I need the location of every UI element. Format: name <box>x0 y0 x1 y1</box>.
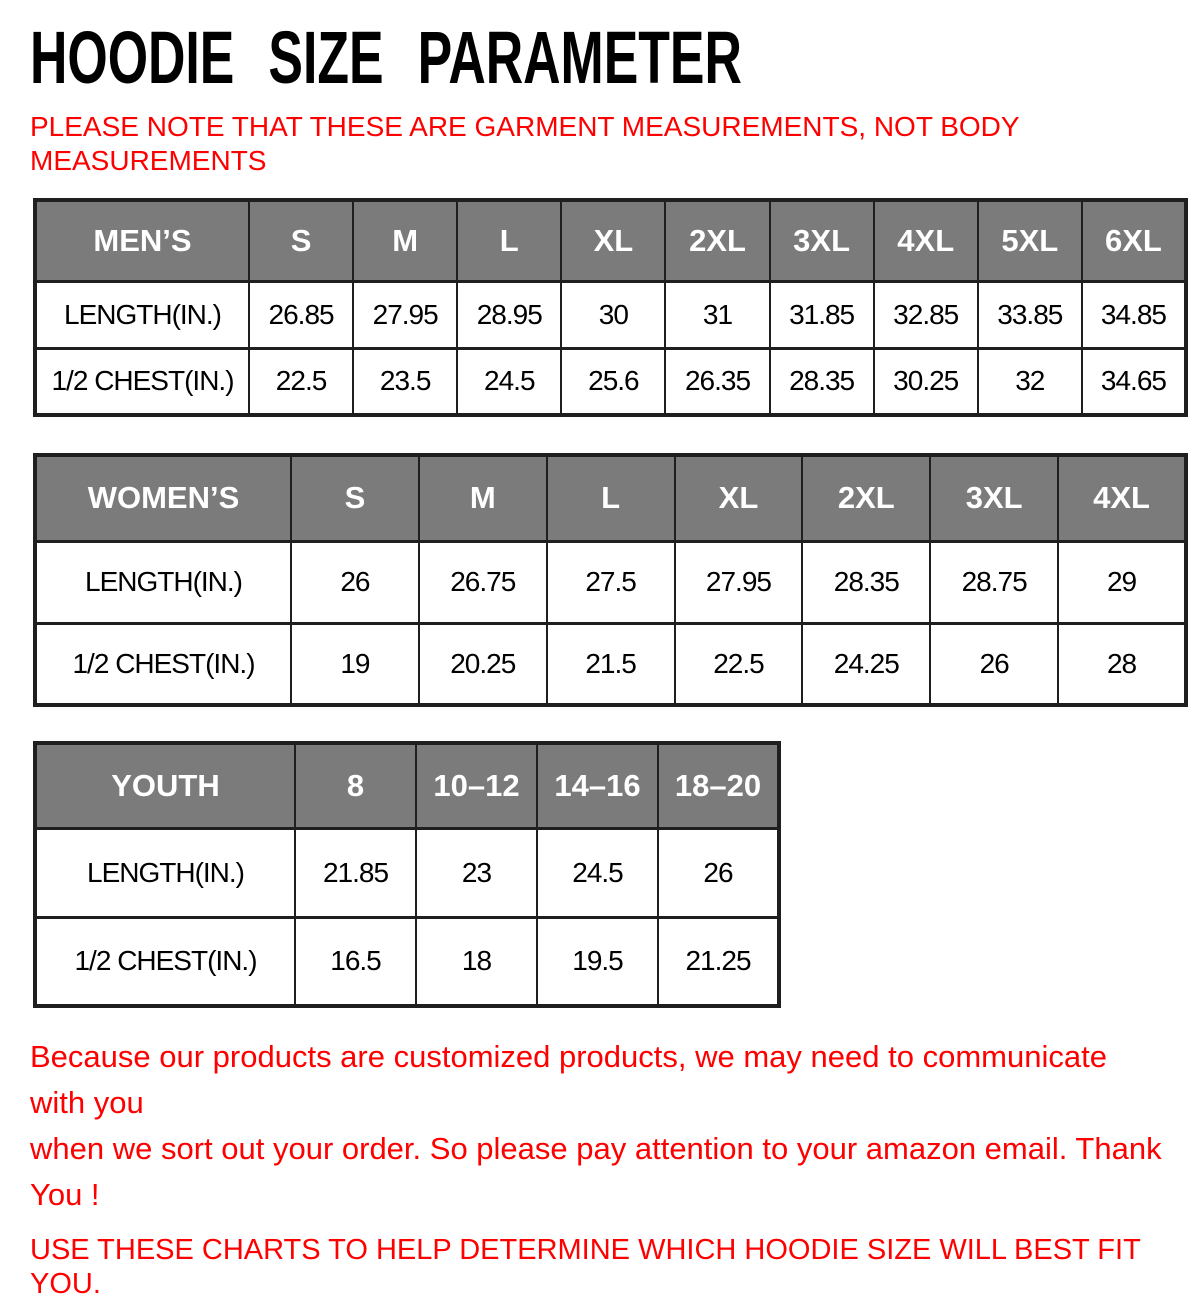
customization-notice-line-1: Because our products are customized products, we may need to communicate with you <box>30 1039 1107 1120</box>
usage-note: USE THESE CHARTS TO HELP DETERMINE WHICH HOODIE SIZE WILL BEST FIT YOU. <box>30 1234 1141 1300</box>
mens-value-0-6: 31.85 <box>770 281 874 348</box>
mens-size-table <box>33 198 1188 417</box>
womens-value-1-7: 28 <box>1058 623 1186 705</box>
youth-data-row-1 <box>35 917 779 1006</box>
mens-header-row <box>35 200 1186 281</box>
womens-value-0-1: 26 <box>291 541 419 623</box>
womens-value-0-6: 28.75 <box>930 541 1058 623</box>
mens-value-1-6: 28.35 <box>770 348 874 415</box>
womens-row-label-1: 1/2 CHEST(IN.) <box>35 623 291 705</box>
youth-value-0-3: 24.5 <box>537 828 658 917</box>
youth-size-col-2: 10–12 <box>416 743 537 828</box>
mens-row-label-0: LENGTH(IN.) <box>35 281 249 348</box>
youth-value-0-1: 21.85 <box>295 828 416 917</box>
mens-size-col-2: M <box>353 200 457 281</box>
mens-size-col-7: 4XL <box>874 200 978 281</box>
mens-value-1-4: 25.6 <box>561 348 665 415</box>
mens-value-1-9: 34.65 <box>1082 348 1186 415</box>
womens-header-row <box>35 455 1186 541</box>
youth-value-1-1: 16.5 <box>295 917 416 1006</box>
mens-value-1-3: 24.5 <box>457 348 561 415</box>
womens-value-0-4: 27.95 <box>675 541 803 623</box>
womens-table-title: WOMEN’S <box>35 455 291 541</box>
womens-value-1-3: 21.5 <box>547 623 675 705</box>
womens-value-0-3: 27.5 <box>547 541 675 623</box>
mens-size-col-8: 5XL <box>978 200 1082 281</box>
mens-value-0-8: 33.85 <box>978 281 1082 348</box>
mens-table-title: MEN’S <box>35 200 249 281</box>
measurement-note-line-2: MEASUREMENTS <box>30 145 267 176</box>
womens-size-col-3: L <box>547 455 675 541</box>
customization-notice-line-2: when we sort out your order. So please pay attention to your amazon email. Thank You ! <box>30 1131 1162 1212</box>
youth-size-col-3: 14–16 <box>537 743 658 828</box>
mens-data-row-1 <box>35 348 1186 415</box>
womens-size-col-1: S <box>291 455 419 541</box>
mens-size-col-4: XL <box>561 200 665 281</box>
womens-size-col-6: 3XL <box>930 455 1058 541</box>
youth-row-label-1: 1/2 CHEST(IN.) <box>35 917 295 1006</box>
mens-value-0-2: 27.95 <box>353 281 457 348</box>
measurement-note <box>30 110 1170 178</box>
mens-value-1-7: 30.25 <box>874 348 978 415</box>
mens-value-0-7: 32.85 <box>874 281 978 348</box>
youth-value-1-4: 21.25 <box>658 917 779 1006</box>
youth-value-1-2: 18 <box>416 917 537 1006</box>
mens-size-col-9: 6XL <box>1082 200 1186 281</box>
mens-size-col-5: 2XL <box>665 200 769 281</box>
womens-value-1-2: 20.25 <box>419 623 547 705</box>
mens-value-0-3: 28.95 <box>457 281 561 348</box>
womens-value-1-4: 22.5 <box>675 623 803 705</box>
womens-row-label-0: LENGTH(IN.) <box>35 541 291 623</box>
mens-value-0-5: 31 <box>665 281 769 348</box>
measurement-note-line-1: PLEASE NOTE THAT THESE ARE GARMENT MEASUREMENTS, NOT BODY <box>30 111 1020 142</box>
mens-data-row-0 <box>35 281 1186 348</box>
mens-size-col-1: S <box>249 200 353 281</box>
womens-value-1-5: 24.25 <box>802 623 930 705</box>
womens-value-1-6: 26 <box>930 623 1058 705</box>
womens-size-col-4: XL <box>675 455 803 541</box>
womens-data-row-1 <box>35 623 1186 705</box>
youth-data-row-0 <box>35 828 779 917</box>
youth-row-label-0: LENGTH(IN.) <box>35 828 295 917</box>
womens-size-col-5: 2XL <box>802 455 930 541</box>
womens-data-row-0 <box>35 541 1186 623</box>
womens-size-col-2: M <box>419 455 547 541</box>
womens-value-0-2: 26.75 <box>419 541 547 623</box>
page-title: HOODIE SIZE PARAMETER <box>30 16 742 99</box>
mens-value-0-1: 26.85 <box>249 281 353 348</box>
youth-header-row <box>35 743 779 828</box>
mens-value-1-5: 26.35 <box>665 348 769 415</box>
womens-size-col-7: 4XL <box>1058 455 1186 541</box>
mens-value-0-4: 30 <box>561 281 665 348</box>
mens-value-1-2: 23.5 <box>353 348 457 415</box>
mens-value-0-9: 34.85 <box>1082 281 1186 348</box>
womens-value-0-5: 28.35 <box>802 541 930 623</box>
youth-size-table <box>33 741 781 1008</box>
mens-value-1-1: 22.5 <box>249 348 353 415</box>
youth-size-col-1: 8 <box>295 743 416 828</box>
youth-value-1-3: 19.5 <box>537 917 658 1006</box>
mens-size-col-3: L <box>457 200 561 281</box>
womens-size-table <box>33 453 1188 707</box>
womens-value-1-1: 19 <box>291 623 419 705</box>
mens-value-1-8: 32 <box>978 348 1082 415</box>
womens-value-0-7: 29 <box>1058 541 1186 623</box>
mens-row-label-1: 1/2 CHEST(IN.) <box>35 348 249 415</box>
youth-size-col-4: 18–20 <box>658 743 779 828</box>
youth-table-title: YOUTH <box>35 743 295 828</box>
youth-value-0-4: 26 <box>658 828 779 917</box>
customization-notice <box>30 1034 1170 1218</box>
mens-size-col-6: 3XL <box>770 200 874 281</box>
youth-value-0-2: 23 <box>416 828 537 917</box>
